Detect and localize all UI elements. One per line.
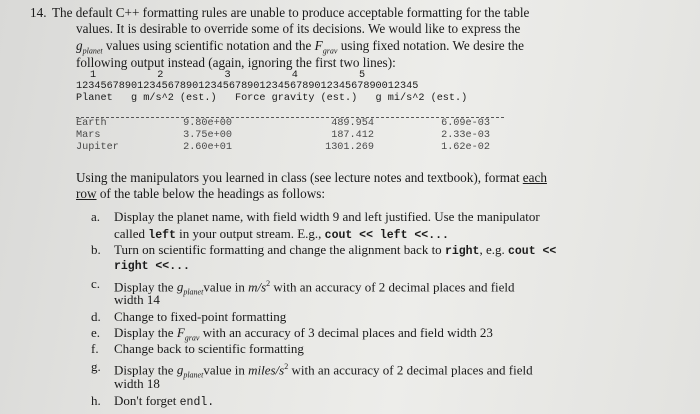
g-planet-symbol: $g_{planet}$ [176,279,204,297]
ruler-tens: 1 2 3 4 5 [90,70,366,81]
ruler-digits: 12345678901234567890123456789012345678901234567890012345 [76,81,419,92]
f-grav-symbol: $F_{grav}$ [176,325,200,343]
question-number: 14. [30,5,47,20]
item-g-line-1: Display the $g_{planet}value$ in miles/$s^2$ with an accuracy of 2 decimal places and field [114,362,533,380]
item-f-label: f. [91,341,99,356]
row-mars-force: 187.412 [331,130,374,141]
row-jupiter-gmi: 1.62e-02 [441,142,490,153]
row-mars-planet: Mars [76,130,101,141]
item-a-line-2: called left in your output stream. E.g., cout << left <<... [114,226,449,242]
intro-line-1: The default C++ formatting rules are unable to produce acceptable formatting for the table [52,5,530,20]
row-jupiter-g: 2.60e+01 [183,142,232,153]
item-b-label: b. [91,242,101,257]
intro-line-4: following output instead (again, ignoring the first two lines): [76,55,396,70]
f-grav-symbol: $F_{grav}$ [314,38,338,56]
item-f-line: Change back to scientific formatting [114,341,304,356]
item-c-line-1: Display the $g_{planet}value$ in $m/s^2$ with an accuracy of 2 decimal places and field [114,279,515,297]
item-c-label: c. [91,276,101,291]
item-c-line-2: width 14 [114,292,160,307]
row-earth-force: 489.954 [331,118,374,129]
table-header: Planet g m/s^2 (est.) Force gravity (est.) g mi/s^2 (est.) [76,93,468,104]
row-mars-g: 3.75e+00 [183,130,232,141]
instructions-line-2: row of the table below the headings as follows: [76,186,326,201]
item-h-label: h. [91,393,101,408]
intro-line-3: $g_{planet}$ values using scientific notation and the $F_{grav}$ using fixed notation. We desire the [76,38,524,56]
g-planet-symbol: $g_{planet}$ [176,362,204,380]
row-jupiter-planet: Jupiter [76,142,119,153]
item-h-line: Don't forget endl. [114,393,215,409]
row-jupiter-force: 1301.269 [325,142,374,153]
row-earth-gmi: 6.09e-03 [441,118,490,129]
item-b-line-1: Turn on scientific formatting and change the alignment back to right, e.g. cout << [114,242,557,258]
row-earth-g: 9.80e+00 [183,118,232,129]
item-a-label: a. [91,209,101,224]
row-earth-planet: Earth [76,118,107,129]
row-mars-gmi: 2.33e-03 [441,130,490,141]
item-d-label: d. [91,309,101,324]
instructions-line-1: Using the manipulators you learned in class (see lecture notes and textbook), format each [76,170,547,185]
intro-line-2: values. It is desirable to override some of its decisions. We would like to express the [76,21,521,36]
item-d-line: Change to fixed-point formatting [114,309,287,324]
item-g-line-2: width 18 [114,376,160,391]
item-a-line-1: Display the planet name, with field width 9 and left justified. Use the manipulator [114,209,540,224]
item-b-line-2: right <<... [114,260,190,273]
item-e-label: e. [91,325,101,340]
g-planet-symbol: $g_{planet}$ [76,38,103,56]
item-e-line: Display the $F_{grav}$ with an accuracy of 3 decimal places and field width 23 [114,325,493,343]
item-g-label: g. [91,359,101,374]
